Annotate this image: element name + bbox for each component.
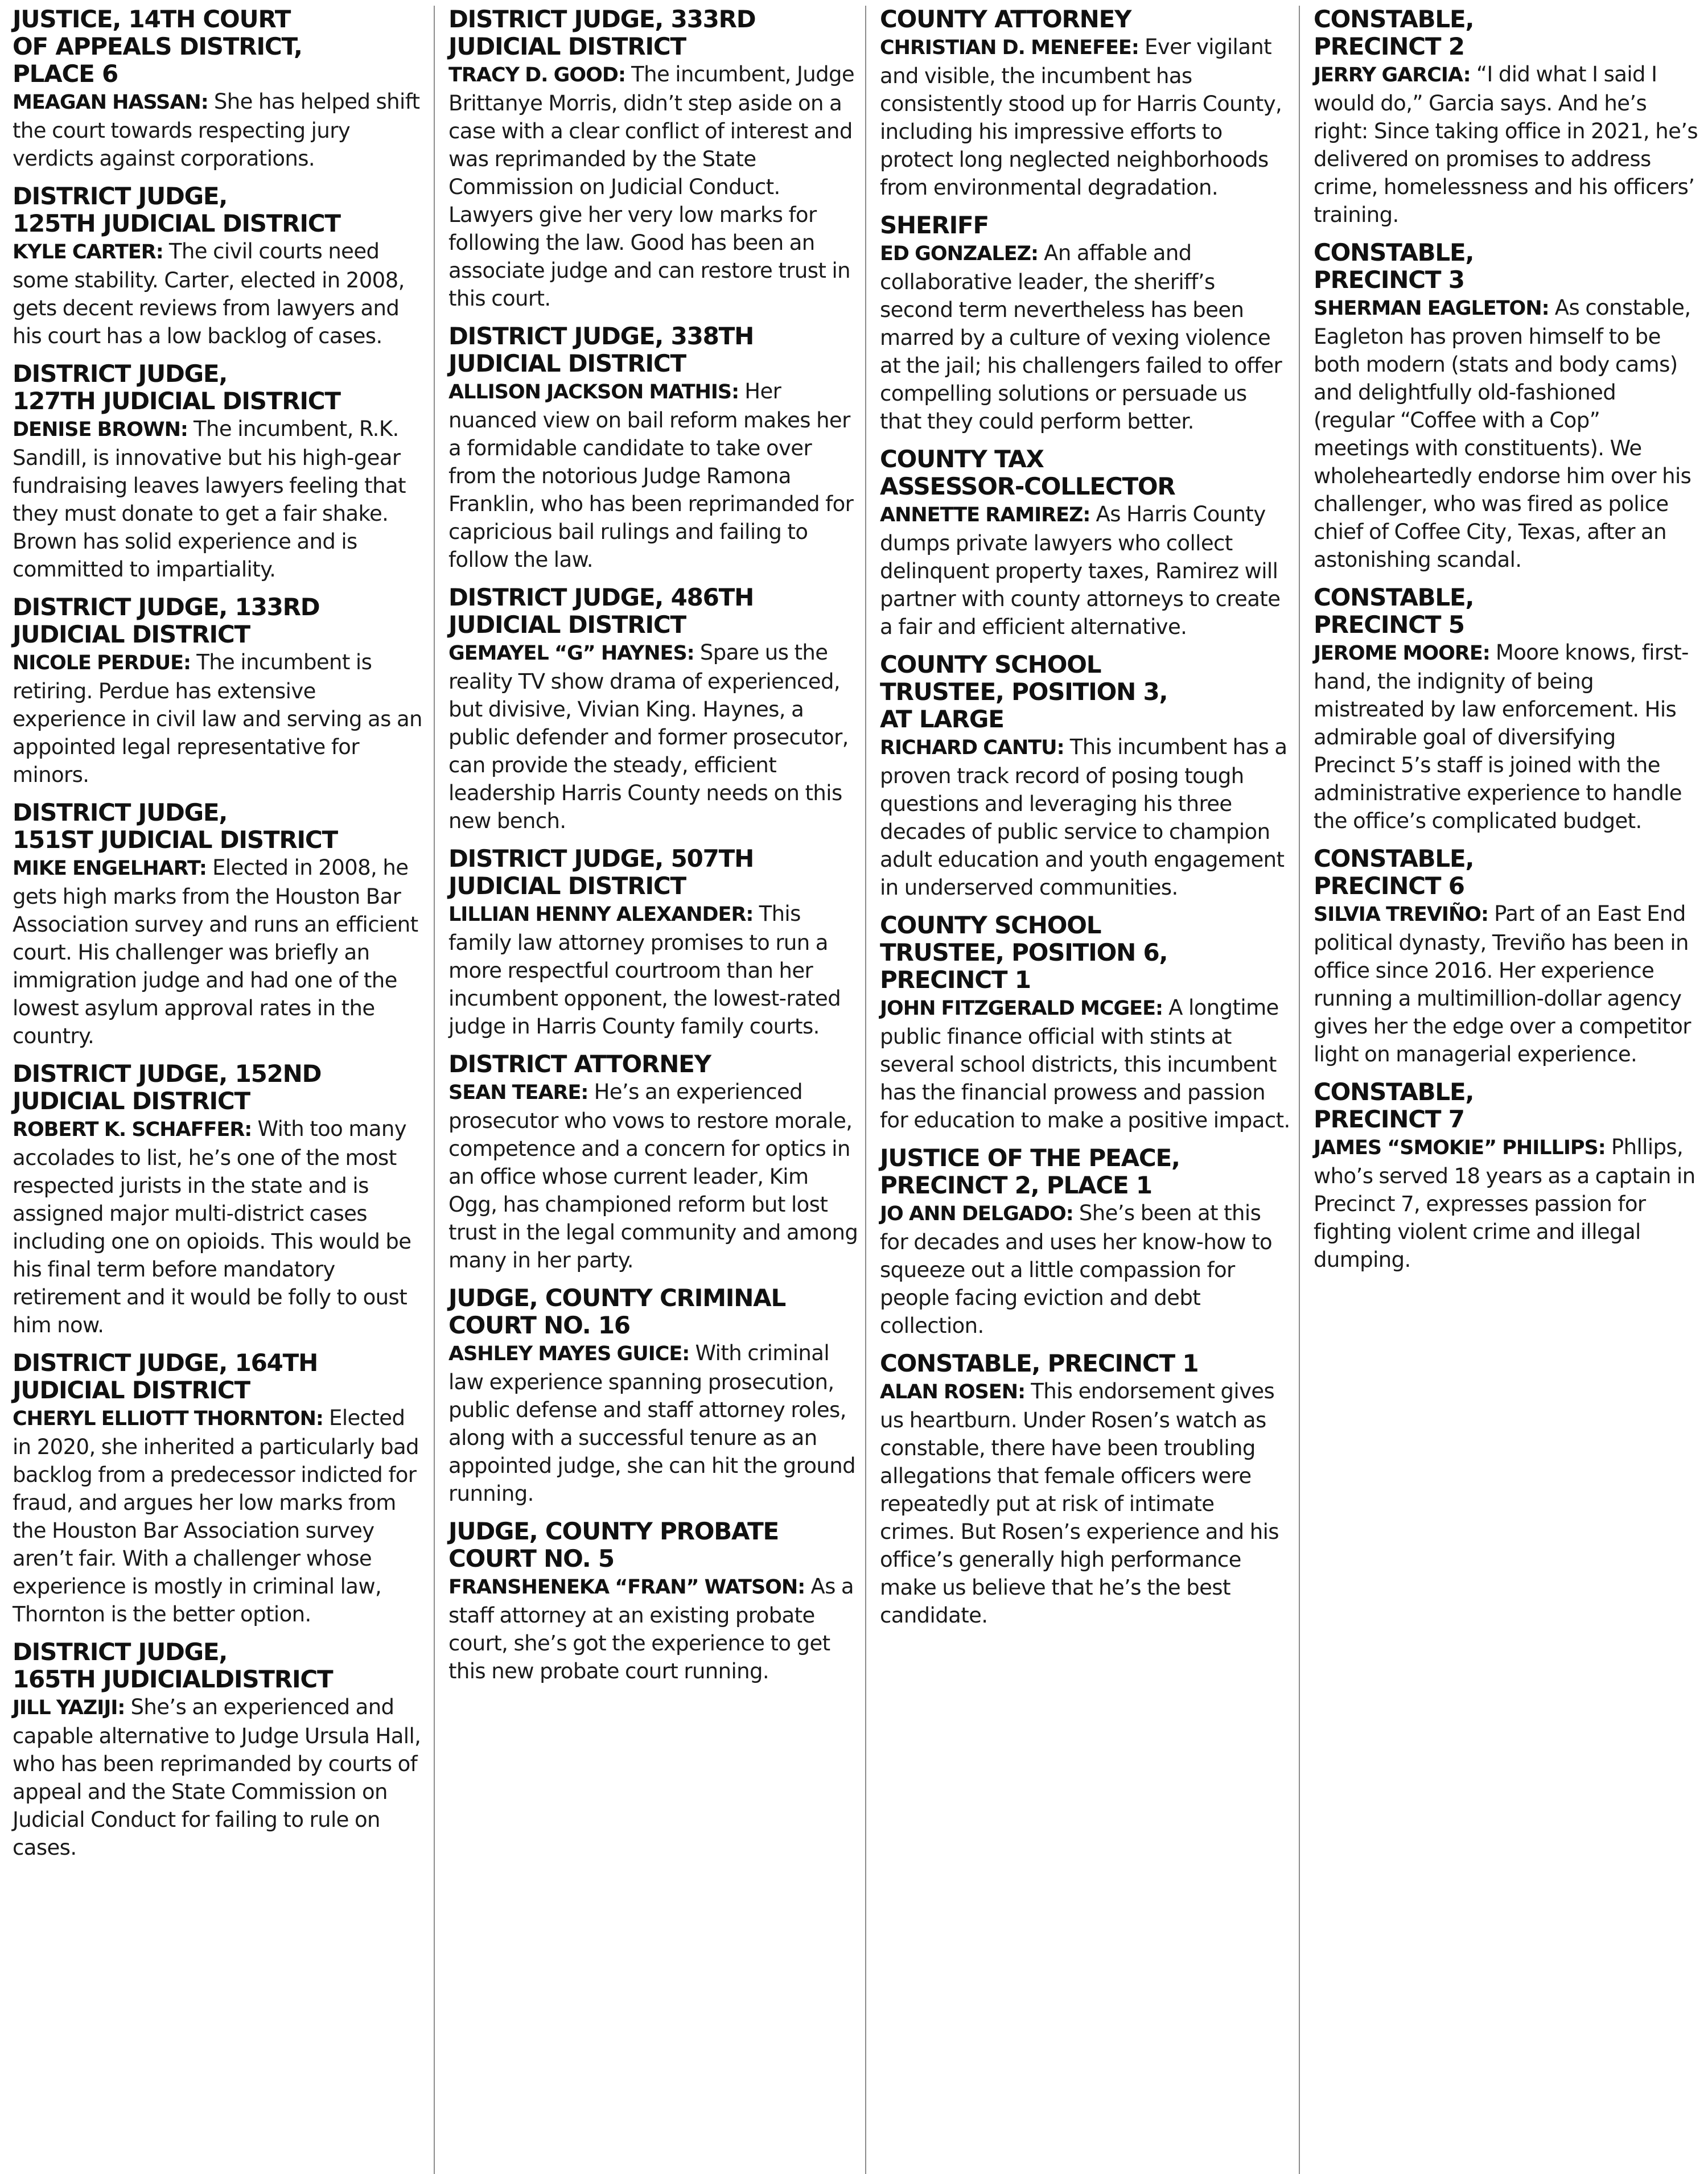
race-county-attorney <box>880 6 1292 201</box>
endorsement-text: He’s an experienced prosecutor who vows to restore morale, competence and a concern for optics in an office whose current leader, Kim Ogg, has championed reform but lost trust in the legal community and among many in her party. <box>448 1080 858 1273</box>
endorsement-text: The incumbent, R.K. Sandill, is innovative but his high-gear fundraising leaves lawyers feeling that they must donate to get a fair shake. Brown has solid experience and is committed to impartiality. <box>13 417 406 582</box>
race-endorsement <box>448 639 858 835</box>
candidate-name: ROBERT K. SCHAFFER: <box>13 1118 252 1141</box>
race-133rd-district <box>13 594 427 789</box>
race-district-attorney <box>448 1051 858 1274</box>
race-165th-district <box>13 1638 427 1862</box>
race-endorsement <box>13 237 427 350</box>
race-constable-precinct-7 <box>1314 1078 1699 1274</box>
candidate-name: ASHLEY MAYES GUICE: <box>448 1343 690 1365</box>
race-endorsement <box>1314 60 1699 229</box>
endorsement-text: The incumbent is retiring. Perdue has extensive experience in civil law and serving as an appointed legal representative for minors. <box>13 650 422 787</box>
endorsement-text: Spare us the reality TV show drama of experienced, but divisive, Vivian King. Haynes, a public defender and former prosecutor, can provide the steady, efficient leadership Harris County needs on this new bench. <box>448 640 849 833</box>
endorsement-text: Her nuanced view on bail reform makes her a formidable candidate to take over from the notorious Judge Ramona Franklin, who has been reprimanded for capricious bail rulings and failing to follow the law. <box>448 379 854 572</box>
race-title: SHERIFF <box>880 211 989 239</box>
endorsement-text: “I did what I said I would do,” Garcia says. And he’s right: Since taking office in 2021, he’s delivered on promises to address crime, homelessness and his officers’ training. <box>1314 62 1698 227</box>
candidate-name: TRACY D. GOOD: <box>448 64 625 87</box>
race-endorsement <box>880 1199 1292 1340</box>
race-sheriff <box>880 212 1292 435</box>
race-title: JUDGE, COUNTY PROBATE COURT NO. 5 <box>448 1517 779 1572</box>
race-endorsement <box>13 1693 427 1862</box>
candidate-name: SEAN TEARE: <box>448 1081 588 1104</box>
race-endorsement <box>13 648 427 789</box>
endorsement-text: The incumbent, Judge Brittanye Morris, didn’t step aside on a case with a clear conflict of interest and was reprimanded by the State Commission on Judicial Conduct. Lawyers give her very low marks for following the law. Good has been an associate judge and can restore trust in this court. <box>448 62 855 311</box>
candidate-name: DENISE BROWN: <box>13 418 188 441</box>
race-county-criminal-court-16 <box>448 1284 858 1508</box>
endorsement-text: Ever vigilant and visible, the incumbent has consistently stood up for Harris County, including his impressive efforts to protect long neglected neighborhoods from environmental degradation. <box>880 35 1282 200</box>
candidate-name: MIKE ENGELHART: <box>13 857 207 880</box>
endorsement-text: Elected in 2008, he gets high marks from the Houston Bar Association survey and runs an efficient court. His challenger was briefly an immigration judge and had one of the lowest asylum approval rates in the country. <box>13 855 418 1048</box>
endorsement-text: This incumbent has a proven track record of posing tough questions and leveraging his three decades of public service to champion adult education and youth engagement in underserved communities. <box>880 735 1287 900</box>
race-title: CONSTABLE, PRECINCT 7 <box>1314 1078 1474 1133</box>
endorsement-text: Phllips, who’s served 18 years as a captain in Precinct 7, expresses passion for fighting violent crime and illegal dumping. <box>1314 1135 1695 1272</box>
race-title: DISTRICT JUDGE, 164TH JUDICIAL DISTRICT <box>13 1349 318 1404</box>
race-constable-precinct-3 <box>1314 239 1699 574</box>
candidate-name: JERRY GARCIA: <box>1314 64 1471 87</box>
candidate-name: JAMES “SMOKIE” PHILLIPS: <box>1314 1137 1606 1159</box>
race-court-of-appeals-place-6 <box>13 6 427 172</box>
race-endorsement <box>880 33 1292 201</box>
race-title: CONSTABLE, PRECINCT 5 <box>1314 583 1474 639</box>
race-justice-of-the-peace <box>880 1144 1292 1340</box>
race-title: DISTRICT JUDGE, 151ST JUDICIAL DISTRICT <box>13 798 338 854</box>
endorsement-text: Moore knows, first-hand, the indignity of being mistreated by law enforcement. His admirable goal of diversifying Precinct 5’s staff is joined with the administrative experience to handle the office’s complicated budget. <box>1314 640 1689 833</box>
race-constable-precinct-6 <box>1314 845 1699 1068</box>
race-title: CONSTABLE, PRECINCT 6 <box>1314 845 1474 900</box>
race-title: DISTRICT JUDGE, 133RD JUDICIAL DISTRICT <box>13 593 320 648</box>
candidate-name: JILL YAZIJI: <box>13 1697 125 1719</box>
race-title: DISTRICT JUDGE, 333RD JUDICIAL DISTRICT <box>448 6 756 60</box>
candidate-name: CHERYL ELLIOTT THORNTON: <box>13 1407 323 1430</box>
endorsement-text: She’s been at this for decades and uses her know-how to squeeze out a little compassion for people facing eviction and debt collection. <box>880 1201 1273 1338</box>
race-endorsement <box>13 88 427 172</box>
race-endorsement <box>448 60 858 312</box>
endorsement-text: She has helped shift the court towards respecting jury verdicts against corporations. <box>13 89 420 171</box>
race-endorsement <box>1314 1133 1699 1274</box>
endorsement-text: She’s an experienced and capable alternative to Judge Ursula Hall, who has been reprimanded by courts of appeal and the State Commission on Judicial Conduct for failing to rule on cases. <box>13 1695 421 1860</box>
race-endorsement <box>880 239 1292 435</box>
race-486th-district <box>448 584 858 835</box>
race-title: JUSTICE, 14TH COURT OF APPEALS DISTRICT, PLACE 6 <box>13 6 302 88</box>
endorsement-text: The civil courts need some stability. Carter, elected in 2008, gets decent reviews from lawyers and his court has a low backlog of cases. <box>13 239 405 348</box>
race-127th-district <box>13 360 427 583</box>
race-endorsement <box>13 1115 427 1339</box>
candidate-name: LILLIAN HENNY ALEXANDER: <box>448 903 754 926</box>
candidate-name: ALAN ROSEN: <box>880 1381 1026 1403</box>
column-3 <box>865 6 1299 2174</box>
race-endorsement <box>880 733 1292 901</box>
candidate-name: MEAGAN HASSAN: <box>13 91 208 114</box>
race-constable-precinct-5 <box>1314 584 1699 835</box>
candidate-name: SHERMAN EAGLETON: <box>1314 297 1549 320</box>
race-endorsement <box>880 1377 1292 1629</box>
race-title: CONSTABLE, PRECINCT 2 <box>1314 6 1474 60</box>
endorsement-text: As Harris County dumps private lawyers who collect delinquent property taxes, Ramirez will partner with county attorneys to create a fair and efficient alternative. <box>880 502 1281 639</box>
race-title: DISTRICT JUDGE, 338TH JUDICIAL DISTRICT <box>448 322 754 377</box>
race-title: DISTRICT ATTORNEY <box>448 1050 711 1078</box>
endorsement-text: Elected in 2020, she inherited a particularly bad backlog from a predecessor indicted for fraud, and argues her low marks from the Houston Bar Association survey aren’t fair. With a challenger whose experience is mostly in criminal law, Thornton is the better option. <box>13 1406 419 1627</box>
race-endorsement <box>880 994 1292 1134</box>
race-endorsement <box>1314 639 1699 835</box>
race-title: DISTRICT JUDGE, 152ND JUDICIAL DISTRICT <box>13 1060 322 1115</box>
race-constable-precinct-1 <box>880 1350 1292 1629</box>
candidate-name: JOHN FITZGERALD MCGEE: <box>880 997 1163 1020</box>
race-title: DISTRICT JUDGE, 486TH JUDICIAL DISTRICT <box>448 583 754 639</box>
race-title: CONSTABLE, PRECINCT 1 <box>880 1349 1199 1377</box>
candidate-name: ANNETTE RAMIREZ: <box>880 504 1090 526</box>
race-title: JUDGE, COUNTY CRIMINAL COURT NO. 16 <box>448 1284 786 1339</box>
candidate-name: CHRISTIAN D. MENEFEE: <box>880 36 1139 59</box>
race-title: COUNTY ATTORNEY <box>880 6 1131 33</box>
race-title: CONSTABLE, PRECINCT 3 <box>1314 238 1474 294</box>
race-title: DISTRICT JUDGE, 125TH JUDICIAL DISTRICT <box>13 182 340 237</box>
candidate-name: FRANSHENEKA “FRAN” WATSON: <box>448 1576 805 1599</box>
race-title: COUNTY SCHOOL TRUSTEE, POSITION 3, AT LARGE <box>880 650 1168 733</box>
race-constable-precinct-2 <box>1314 6 1699 229</box>
race-title: DISTRICT JUDGE, 127TH JUDICIAL DISTRICT <box>13 360 340 415</box>
race-endorsement <box>880 500 1292 641</box>
race-title: COUNTY TAX ASSESSOR-COLLECTOR <box>880 445 1175 500</box>
race-333rd-district <box>448 6 858 312</box>
race-tax-assessor-collector <box>880 446 1292 641</box>
endorsement-text: As constable, Eagleton has proven himself to be both modern (stats and body cams) and delightfully old-fashioned (regular “Coffee with a Cop” meetings with constituents). We wholeheartedly endorse him over his challenger, who was fired as police chief of Coffee City, Texas, after an astonishing scandal. <box>1314 295 1691 572</box>
race-338th-district <box>448 323 858 574</box>
candidate-name: ALLISON JACKSON MATHIS: <box>448 381 739 403</box>
race-151st-district <box>13 799 427 1050</box>
race-125th-district <box>13 183 427 350</box>
race-endorsement <box>13 854 427 1050</box>
race-school-trustee-position-6 <box>880 912 1292 1134</box>
race-152nd-district <box>13 1060 427 1339</box>
column-2 <box>434 6 865 2174</box>
endorsement-text: Part of an East End political dynasty, Treviño has been in office since 2016. Her experience running a multimillion-dollar agency gives her the edge over a competitor light on managerial experience. <box>1314 901 1691 1067</box>
race-school-trustee-position-3 <box>880 651 1292 901</box>
candidate-name: SILVIA TREVIÑO: <box>1314 903 1488 926</box>
race-endorsement <box>13 415 427 583</box>
candidate-name: KYLE CARTER: <box>13 241 163 263</box>
race-endorsement <box>448 1339 858 1508</box>
race-title: JUSTICE OF THE PEACE, PRECINCT 2, PLACE 1 <box>880 1144 1180 1199</box>
race-title: DISTRICT JUDGE, 165TH JUDICIALDISTRICT <box>13 1638 333 1693</box>
column-4 <box>1299 6 1706 2174</box>
candidate-name: RICHARD CANTU: <box>880 736 1064 759</box>
candidate-name: ED GONZALEZ: <box>880 242 1038 265</box>
endorsement-text: An affable and collaborative leader, the sheriff’s second term nevertheless has been marred by a culture of vexing violence at the jail; his challengers failed to offer compelling solutions or persuade us that they could perform better. <box>880 241 1282 434</box>
candidate-name: JO ANN DELGADO: <box>880 1203 1073 1225</box>
candidate-name: GEMAYEL “G” HAYNES: <box>448 642 694 665</box>
endorsement-text: With criminal law experience spanning prosecution, public defense and staff attorney roles, along with a successful tenure as an appointed judge, she can hit the ground running. <box>448 1341 855 1506</box>
endorsement-text: This family law attorney promises to run a more respectful courtroom than her incumbent opponent, the lowest-rated judge in Harris County family courts. <box>448 901 841 1039</box>
endorsement-text: With too many accolades to list, he’s one of the most respected jurists in the state and is assigned major multi-district cases including one on opioids. This would be his final term before mandatory retirement and it would be folly to oust him now. <box>13 1117 411 1337</box>
endorsement-text: As a staff attorney at an existing probate court, she’s got the experience to get this new probate court running. <box>448 1574 854 1683</box>
candidate-name: JEROME MOORE: <box>1314 642 1490 665</box>
column-1 <box>8 6 434 2174</box>
race-endorsement <box>448 900 858 1040</box>
endorsement-text: This endorsement gives us heartburn. Under Rosen’s watch as constable, there have been troubling allegations that female officers were repeatedly put at risk of intimate crimes. But Rosen’s experience and his office’s generally high performance make us believe that he’s the best candidate. <box>880 1379 1279 1628</box>
race-title: COUNTY SCHOOL TRUSTEE, POSITION 6, PRECINCT 1 <box>880 911 1168 994</box>
candidate-name: NICOLE PERDUE: <box>13 652 191 674</box>
race-endorsement <box>448 1572 858 1685</box>
race-endorsement <box>13 1404 427 1628</box>
race-endorsement <box>448 1078 858 1274</box>
race-endorsement <box>1314 900 1699 1068</box>
race-endorsement <box>448 377 858 574</box>
race-164th-district <box>13 1349 427 1628</box>
race-endorsement <box>1314 294 1699 574</box>
race-507th-district <box>448 845 858 1040</box>
endorsement-text: A longtime public finance official with stints at several school districts, this incumbent has the financial prowess and passion for education to make a positive impact. <box>880 995 1290 1133</box>
race-title: DISTRICT JUDGE, 507TH JUDICIAL DISTRICT <box>448 845 754 900</box>
race-county-probate-court-5 <box>448 1518 858 1685</box>
